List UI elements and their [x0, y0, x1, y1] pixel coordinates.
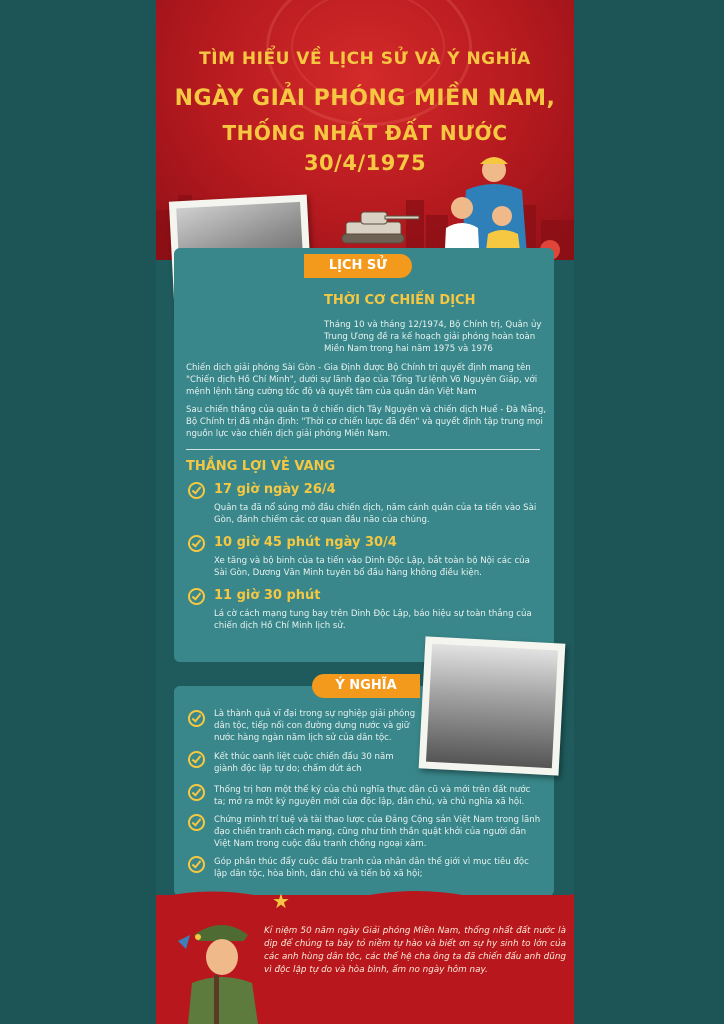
star-icon: ★ — [272, 889, 290, 913]
victory-time-3: 11 giờ 30 phút — [214, 588, 321, 603]
history-tag: LỊCH SỬ — [304, 254, 412, 278]
meaning-item-5: Góp phần thúc đẩy cuộc đấu tranh của nhân dân thế giới vì mục tiêu độc lập dân tộc, hòa bình, dân chủ và tiến bộ xã hội; — [214, 857, 529, 879]
victory-desc-1: Quân ta đã nổ súng mở đầu chiến dịch, năm cánh quân của ta tiến vào Sài Gòn, đánh chiếm các cơ quan đầu não của chúng. — [214, 503, 537, 525]
check-circle-icon — [188, 751, 205, 768]
check-circle-icon — [188, 784, 205, 801]
check-circle-icon — [188, 814, 205, 831]
header-line-3: THỐNG NHẤT ĐẤT NƯỚC — [222, 121, 508, 145]
historical-photo-crowd — [419, 636, 566, 775]
victory-desc-3: Lá cờ cách mạng tung bay trên Dinh Độc Lập, báo hiệu sự toàn thắng của chiến dịch Hồ Chí Minh lịch sử. — [214, 609, 532, 631]
section-divider — [186, 449, 540, 450]
header-line-2: NGÀY GIẢI PHÓNG MIỀN NAM, — [174, 86, 556, 111]
meaning-tag: Ý NGHĨA — [312, 674, 420, 698]
meaning-item-4: Chứng minh trí tuệ và tài thao lược của Đảng Cộng sản Việt Nam trong lãnh đạo chiến tranh cách mạng, cũng như tinh thần quật khởi của người dân Việt Nam trong cuộc đấu tranh chống ngoại xâm. — [214, 815, 541, 849]
soldier-illustration — [164, 905, 262, 1024]
meaning-item-2: Kết thúc oanh liệt cuộc chiến đấu 30 năm giành độc lập tự do; chấm dứt ách — [214, 752, 394, 774]
poster — [156, 0, 574, 1024]
check-circle-icon — [188, 856, 205, 873]
header-line-1: TÌM HIỂU VỀ LỊCH SỬ VÀ Ý NGHĨA — [199, 49, 531, 69]
victory-title: THẮNG LỢI VẺ VANG — [186, 459, 336, 474]
meaning-item-1: Là thành quả vĩ đại trong sự nghiệp giải phóng dân tộc, tiếp nối con đường dựng nước và giữ nước hàng ngàn năm lịch sử của dân tộc. — [214, 709, 416, 743]
history-subtitle: THỜI CƠ CHIẾN DỊCH — [324, 293, 476, 308]
victory-time-1: 17 giờ ngày 26/4 — [214, 482, 336, 497]
check-circle-icon — [188, 710, 205, 727]
check-circle-icon — [188, 535, 205, 552]
history-paragraph-2: Chiến dịch giải phóng Sài Gòn - Gia Định được Bộ Chính trị quyết định mang tên "Chiến dịch Hồ Chí Minh", dưới sự lãnh đạo của Tổng Tư lệnh Võ Nguyên Giáp, với mệnh lệnh tăng cường tốc độ và quyết tâm của quân dân Việt Nam — [186, 363, 538, 397]
history-paragraph-1: Tháng 10 và tháng 12/1974, Bộ Chính trị, Quân ủy Trung Ương đề ra kế hoạch giải phóng hoàn toàn Miền Nam trong hai năm 1975 và 1976 — [324, 320, 542, 354]
meaning-item-3: Thống trị hơn một thế kỷ của chủ nghĩa thực dân cũ và mới trên đất nước ta; mở ra một kỷ nguyên mới của độc lập, dân chủ, và chủ nghĩa xã hội. — [214, 785, 531, 807]
check-circle-icon — [188, 588, 205, 605]
footer-message: Kỉ niệm 50 năm ngày Giải phóng Miền Nam, thống nhất đất nước là dịp để chúng ta bày tỏ niềm tự hào và biết ơn sự hy sinh to lớn của các anh hùng dân tộc, các thế hệ cha ông ta đã chiến đấu anh dũng vì độc lập tự do và hòa bình, ấm no ngày hôm nay. — [264, 926, 566, 975]
history-paragraph-3: Sau chiến thắng của quân ta ở chiến dịch Tây Nguyên và chiến dịch Huế - Đà Nẵng, Bộ Chính trị đã nhận định: "Thời cơ chiến lược đã đến" và quyết định tập trung mọi nguồn lực vào chiến dịch giải phóng Miền Nam. — [186, 405, 547, 439]
header-date: 30/4/1975 — [303, 151, 427, 175]
victory-desc-2: Xe tăng và bộ binh của ta tiến vào Dinh Độc Lập, bắt toàn bộ Nội các của Sài Gòn, Dương Văn Minh tuyên bố đầu hàng không điều kiện. — [214, 556, 530, 578]
check-circle-icon — [188, 482, 205, 499]
victory-time-2: 10 giờ 45 phút ngày 30/4 — [214, 535, 397, 550]
